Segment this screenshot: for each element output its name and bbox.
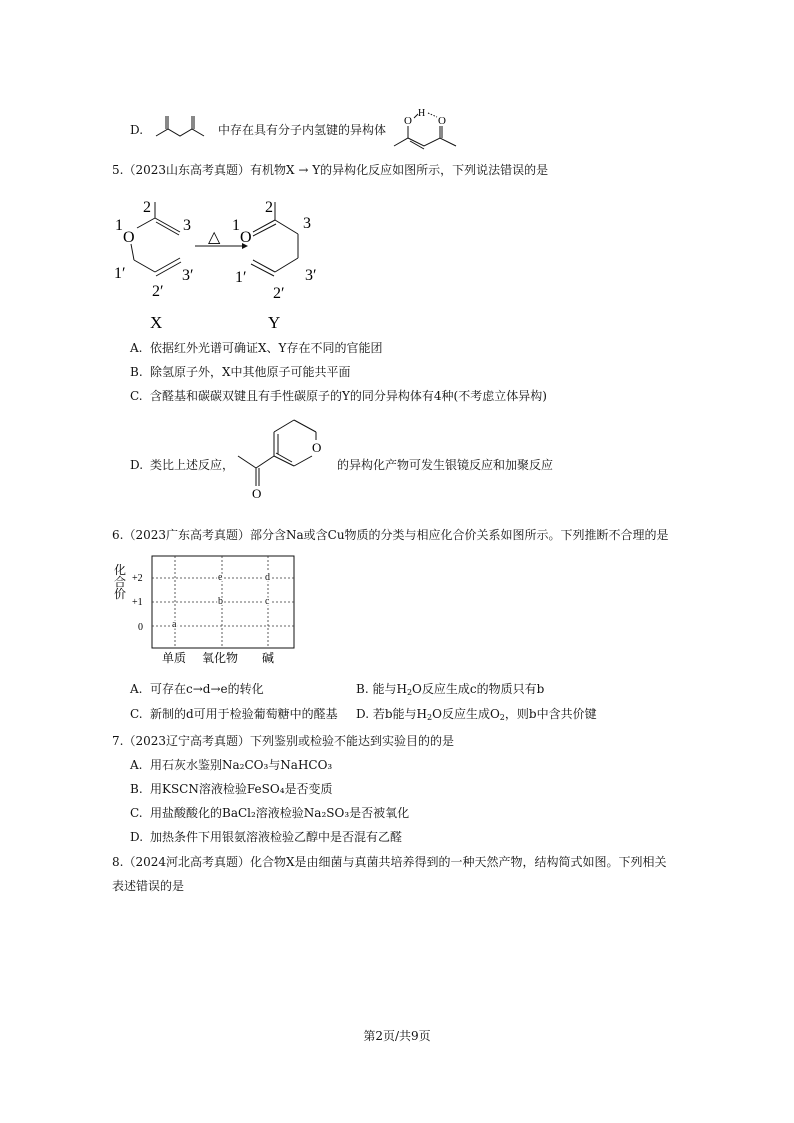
q6-stem: 6.（2023广东高考真题）部分含Na或含Cu物质的分类与相应化合价关系如图所示。下列推断不合理的是 xyxy=(112,528,669,542)
y-label-3p: 3′ xyxy=(305,267,317,284)
point-d: d xyxy=(265,572,270,583)
q6-optD-mid: 反应生成 xyxy=(441,707,490,721)
valence-classification-chart xyxy=(110,550,310,670)
q6-optD: D. 若b能与$H_2O$反应生成$O_2$，则b中含共价键 xyxy=(356,707,597,722)
q6-optA-letter: A. xyxy=(130,682,143,696)
yaxis-char-1: 合 xyxy=(114,575,127,589)
q6-optD-post: ，则b中含共价键 xyxy=(504,707,597,721)
ring-O: O xyxy=(312,440,322,455)
y-label-2: 2 xyxy=(265,199,273,216)
q4-optD-text: 中存在具有分子内氢键的异构体 xyxy=(218,123,387,137)
q5-optD-pre: 类比上述反应， xyxy=(150,458,235,472)
q6-optD-pre: 若b能与 xyxy=(372,707,417,721)
xcat-elemental: 单质 xyxy=(162,651,187,665)
x-label-1p: 1′ xyxy=(114,265,126,282)
q5-optD-post: 的异构化产物可发生银镜反应和加聚反应 xyxy=(337,458,554,472)
x-caption: X xyxy=(150,313,163,332)
q7-optD-letter: D. xyxy=(130,830,144,844)
ytick-plus1: +1 xyxy=(132,597,143,608)
x-label-3p: 3′ xyxy=(182,267,194,284)
dihydropyran-ketone-structure xyxy=(232,410,337,515)
x-label-3: 3 xyxy=(183,217,191,234)
svg-text:H: H xyxy=(418,108,426,119)
q7-stem: 7.（2023辽宁高考真题）下列鉴别或检验不能达到实验目的的是 xyxy=(112,734,454,748)
q6-optC-letter: C. xyxy=(130,707,143,721)
pentanedione-structure xyxy=(150,108,220,143)
q6-optB-pre: 能与 xyxy=(372,682,397,696)
q7-optC-letter: C. xyxy=(130,806,143,820)
yaxis-char-2: 价 xyxy=(114,587,127,601)
q4-optD-letter: D. xyxy=(130,123,144,137)
q7-optC-text: 用盐酸酸化的BaCl₂溶液检验Na₂SO₃是否被氧化 xyxy=(150,806,410,820)
x-label-2: 2 xyxy=(143,199,151,216)
point-c: c xyxy=(265,596,270,607)
ytick-0: 0 xyxy=(138,622,143,633)
y-caption: Y xyxy=(268,313,281,332)
point-b: b xyxy=(218,596,223,607)
y-label-3: 3 xyxy=(303,215,311,232)
heat-symbol: △ xyxy=(208,227,221,246)
y-label-2p: 2′ xyxy=(273,285,285,302)
y-label-1: 1 xyxy=(232,217,240,234)
q5-optD-letter: D. xyxy=(130,458,144,472)
point-a: a xyxy=(172,619,177,630)
xcat-oxide: 氧化物 xyxy=(202,651,239,665)
ytick-plus2: +2 xyxy=(132,573,143,584)
q7-optA-text: 用石灰水鉴别Na₂CO₃与NaHCO₃ xyxy=(150,758,333,772)
q5-optC-letter: C. xyxy=(130,389,143,403)
x-label-2p: 2′ xyxy=(152,283,164,300)
enol-hbond-structure xyxy=(390,102,470,152)
q7-optD-text: 加热条件下用银氨溶液检验乙醇中是否混有乙醛 xyxy=(150,830,403,844)
q5-stem: 5.（2023山东高考真题）有机物X → Y的异构化反应如图所示，下列说法错误的是 xyxy=(112,163,549,177)
point-e: e xyxy=(218,572,223,583)
page-footer: 第2页/共9页 xyxy=(363,1029,431,1043)
q6-optB-letter: B. xyxy=(356,682,369,696)
yaxis-char-0: 化 xyxy=(114,563,127,577)
x-to-y-reaction-scheme xyxy=(110,190,350,335)
x-atom-O: O xyxy=(123,229,135,246)
xcat-base: 碱 xyxy=(262,651,275,665)
q5-optC-text: 含醛基和碳碳双键且有手性碳原子的Y的同分异构体有4种(不考虑立体异构) xyxy=(150,389,547,403)
svg-text:O: O xyxy=(404,115,412,127)
x-label-1: 1 xyxy=(115,217,123,234)
q6-optD-letter: D. xyxy=(356,707,370,721)
q7-optB-letter: B. xyxy=(130,782,143,796)
q6-optA-text: 可存在c→d→e的转化 xyxy=(150,682,264,696)
q6-optC-text: 新制的d可用于检验葡萄糖中的醛基 xyxy=(150,707,338,721)
q5-optA-text: 依据红外光谱可确证X、Y存在不同的官能团 xyxy=(150,341,383,355)
q5-optA-letter: A. xyxy=(130,341,143,355)
svg-text:O: O xyxy=(438,115,446,127)
q6-optB: B. 能与$H_2O$反应生成c的物质只有b xyxy=(356,682,545,697)
q5-optB-text: 除氢原子外，X中其他原子可能共平面 xyxy=(150,365,351,379)
q7-optA-letter: A. xyxy=(130,758,143,772)
y-label-1p: 1′ xyxy=(235,269,247,286)
q7-optB-text: 用KSCN溶液检验FeSO₄是否变质 xyxy=(150,782,333,796)
ketone-O: O xyxy=(252,486,262,501)
q8-stem-line2: 表述错误的是 xyxy=(112,879,185,893)
q8-stem-line1: 8.（2024河北高考真题）化合物X是由细菌与真菌共培养得到的一种天然产物，结构简式如图。下列相关 xyxy=(112,855,667,869)
y-atom-O: O xyxy=(240,229,252,246)
q6-optB-post: 反应生成c的物质只有b xyxy=(421,682,545,696)
q5-optB-letter: B. xyxy=(130,365,143,379)
